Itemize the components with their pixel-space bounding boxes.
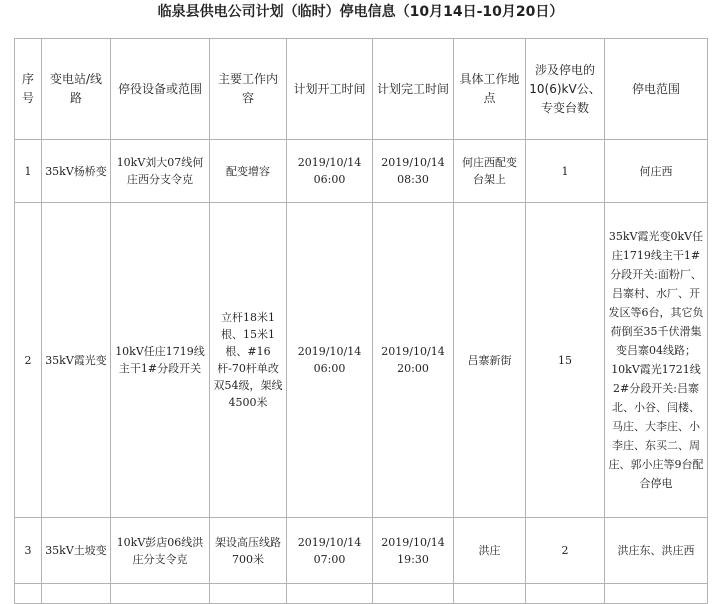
cell-range: 35kV霞光变0kV任庄1719线主干1#分段开关:面粉厂、吕寨村、水厂、开发区等6台，其它负荷倒至35千伏滑集变吕寨04线路；10kV霞光1721线2#分段开关:吕寨北、小谷、闫楼、马庄、大李庄、小李庄、东买二、周庄、郭小庄等9台配合停电 (605, 203, 708, 518)
cell-empty (526, 584, 605, 604)
cell-empty (210, 584, 287, 604)
cell-end: 2019/10/14 08:30 (373, 140, 454, 203)
cell-station: 35kV杨桥变 (42, 140, 111, 203)
table-row (15, 203, 708, 518)
cell-empty (42, 584, 111, 604)
cell-equipment: 10kV刘大07线何庄西分支令克 (111, 140, 210, 203)
cell-start: 2019/10/14 06:00 (287, 140, 373, 203)
header-range: 停电范围 (605, 39, 708, 140)
cell-empty (15, 584, 42, 604)
cell-empty (454, 584, 526, 604)
cell-seq: 3 (15, 518, 42, 584)
cell-work: 立杆18米1根、15米1根、#16杆-70杆单改双54级，架线4500米 (210, 203, 287, 518)
cell-empty (605, 584, 708, 604)
cell-work: 配变增容 (210, 140, 287, 203)
table-row-partial (15, 584, 708, 604)
cell-end: 2019/10/14 19:30 (373, 518, 454, 584)
cell-range: 何庄西 (605, 140, 708, 203)
cell-count: 1 (526, 140, 605, 203)
cell-equipment: 10kV彭店06线洪庄分支令克 (111, 518, 210, 584)
cell-empty (111, 584, 210, 604)
cell-seq: 2 (15, 203, 42, 518)
cell-range: 洪庄东、洪庄西 (605, 518, 708, 584)
cell-empty (373, 584, 454, 604)
cell-location: 吕寨新街 (454, 203, 526, 518)
table-row (15, 140, 708, 203)
header-start: 计划开工时间 (287, 39, 373, 140)
header-equipment: 停役设备或范围 (111, 39, 210, 140)
cell-station: 35kV霞光变 (42, 203, 111, 518)
outage-table (14, 38, 708, 604)
cell-start: 2019/10/14 06:00 (287, 203, 373, 518)
header-station: 变电站/线路 (42, 39, 111, 140)
cell-location: 洪庄 (454, 518, 526, 584)
cell-location: 何庄西配变台架上 (454, 140, 526, 203)
cell-count: 15 (526, 203, 605, 518)
cell-equipment: 10kV任庄1719线主干1#分段开关 (111, 203, 210, 518)
header-seq: 序号 (15, 39, 42, 140)
cell-seq: 1 (15, 140, 42, 203)
cell-start: 2019/10/14 07:00 (287, 518, 373, 584)
header-count: 涉及停电的10(6)kV公、专变台数 (526, 39, 605, 140)
header-end: 计划完工时间 (373, 39, 454, 140)
cell-end: 2019/10/14 20:00 (373, 203, 454, 518)
cell-empty (287, 584, 373, 604)
table-row (15, 518, 708, 584)
cell-station: 35kV土坡变 (42, 518, 111, 584)
cell-work: 架设高压线路700米 (210, 518, 287, 584)
page-title: 临泉县供电公司计划（临时）停电信息（10月14日-10月20日） (157, 4, 564, 20)
header-work: 主要工作内容 (210, 39, 287, 140)
table-header-row (15, 39, 708, 140)
cell-count: 2 (526, 518, 605, 584)
header-location: 具体工作地点 (454, 39, 526, 140)
